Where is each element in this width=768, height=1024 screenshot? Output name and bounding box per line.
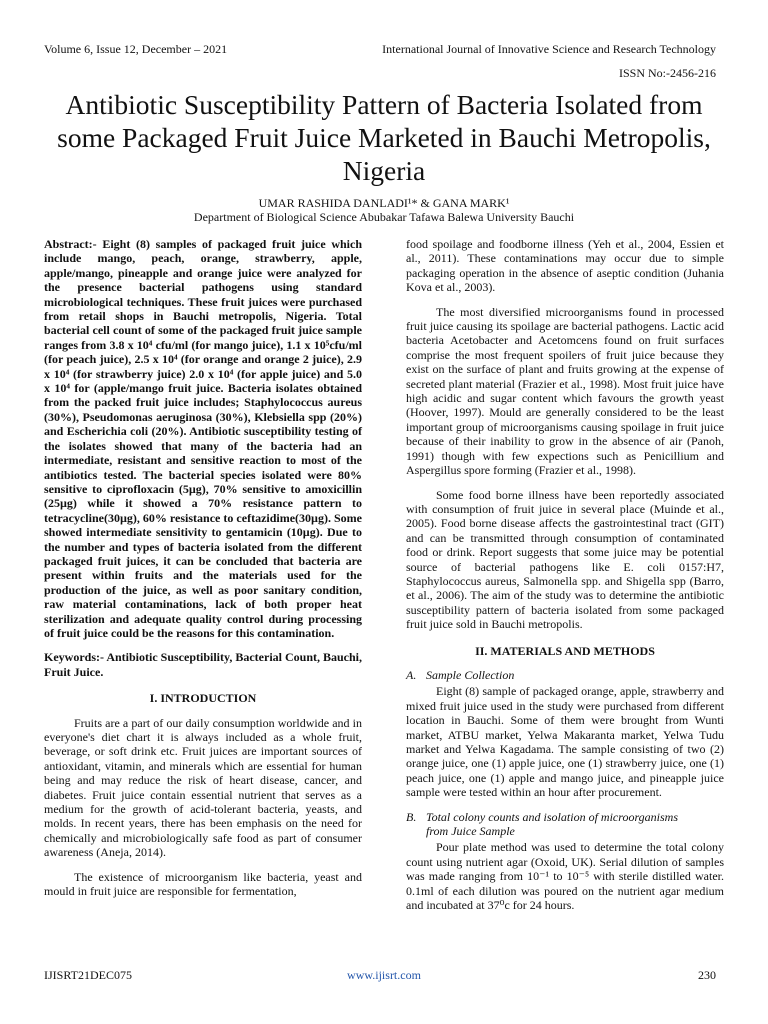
left-column [44,237,362,908]
footer-code: IJISRT21DEC075 [44,968,132,982]
affiliation: Department of Biological Science Abubakar Tafawa Balewa University Bauchi [193,210,575,224]
subsection-label: B. [406,809,417,824]
abstract: Abstract:- Eight (8) samples of packaged fruit juice which include mango, peach, orange, strawberry, apple, apple/mango, pineapple and orange juice were analyzed for the presence bacterial pathogens using standard microbiological techniques. These fruit juices were purchased from retail shops in Bauchi metropolis, Nigeria. Total bacterial cell count of some of the packaged fruit juice sample ranges from 3.8 x 10⁴ cfu/ml (for mango juice), 1.1 x 10⁵cfu/ml (for peach juice), 2.5 x 10⁴ (for orange and orange 2 juice), 2.9 x 10⁴ (for strawberry juice) 2.0 x 10⁴ (for apple juice) and 5.0 x 10⁴ for (apple/mango fruit juice. Bacteria isolates obtained from the packed fruit juice includes; Staphylococcus aureus (30%), Pseudomonas aeruginosa (30%), Klebsiella spp (20%) and Escherichia coli (20%). Antibiotic susceptibility testing of the isolates showed that many of the bacteria had an intermediate, resistant and sensitive reaction to most of the antibiotics tested. The bacterial species isolated were 80% sensitive to ciprofloxacin (5µg), 70% sensitive to amoxicillin (25µg) while it showed a 70% resistance pattern to tetracycline(30µg), 60% resistance to ceftazidime(30µg). Some showed intermediate sensitivity to gentamicin (10µg). Due to the number and types of bacteria isolated from the different packaged fruit juices, it can be concluded that bacteria are present within fruits and the materials used for the production of the juice, as well as poor sanitary condition, raw material contaminations, lack of both proper heat sterilization and adequate quality control during processing of fruit juice could be the reasons for this contamination. [44,237,362,640]
methods-paragraph: Pour plate method was used to determine the total colony count using nutrient agar (Oxoid, UK). Serial dilution of samples was made ranging from 10⁻¹ to 10⁻⁵ with sterile distilled water. 0.1ml of each dilution was poured on the nutrient agar medium and incubated at 37⁰c for 24 hours. [406,840,724,913]
subsection-label: A. [406,667,417,682]
body-paragraph: Some food borne illness have been reportedly associated with consumption of fruit juice in several place (Muinde et al., 2005). Food borne disease affects the gastrointestinal tract (GIT) and can be transmitted through consumption of contaminated food or drink. Report suggests that some juice may be potential source of bacterial pathogens like E. coli 0157:H7, Staphylococcus aureus, Salmonella spp. and Shigella spp (Barro, et al., 2006). The aim of the study was to determine the antibiotic susceptibility pattern of bacteria isolated from some packaged fruit juice sold in Bauchi metropolis. [406,487,724,632]
footer-url[interactable]: www.ijisrt.com [347,968,421,982]
section-heading-introduction: I. INTRODUCTION [149,691,257,706]
header-journal: International Journal of Innovative Science and Research Technology [382,42,716,56]
body-paragraph: food spoilage and foodborne illness (Yeh et al., 2004, Essien et al., 2011). These contaminations may occur due to simple packaging operation in the absence of aseptic condition (Juhania Kova et al., 2003). [406,237,724,295]
paper-title: Antibiotic Susceptibility Pattern of Bacteria Isolated from some Packaged Fruit Juice Marketed in Bauchi Metropolis, Nigeria [57,89,711,186]
section-heading-methods: II. MATERIALS AND METHODS [475,643,655,658]
header-issn: ISSN No:-2456-216 [618,66,716,80]
body-paragraph: The most diversified microorganisms found in processed fruit juice causing its spoilage are bacterial pathogens. Lactic acid bacteria Acetobacter and Acetomcens found on fruit surfaces comprise the most frequent spoilers of fruit juice because they exist on the surface of plant and fruits growing at the expense of secreted plant material (Frazier et al., 1998). Most fruit juice have high acidic and sugar content which favours the growth yeast (Hoover, 1997). Mould are generally considered to be the least important group of microorganisms causing spoilage in fruit juice because of their inability to grow in the absence of air (Panoh, 1991) though with few expections such as Penicillium and Aspergillus spore forming (Frazier et al., 1998). [406,304,724,478]
subsection-title-continued: from Juice Sample [426,824,515,839]
intro-paragraph: The existence of microorganism like bacteria, yeast and mould in fruit juice are responsible for fermentation, [44,869,362,899]
keywords: Keywords:- Antibiotic Susceptibility, Bacterial Count, Bauchi, Fruit Juice. [44,650,363,679]
subsection-title: Sample Collection [426,667,515,682]
subsection-heading-b [406,810,724,839]
subsection-heading-a [406,668,724,682]
authors: UMAR RASHIDA DANLADI¹* & GANA MARK¹ [258,196,510,210]
page-number: 230 [698,968,716,982]
subsection-title: Total colony counts and isolation of microorganisms [426,809,679,824]
methods-paragraph: Eight (8) sample of packaged orange, apple, strawberry and mixed fruit juice used in the study were purchased from different location in Bauchi. Some of them were brought from Wunti market, ATBU market, Yelwa Makaranta market, Yelwa Tudu market and Yelwa Kagadama. The sample consisting of two (2) orange juice, one (1) apple juice, one (1) strawberry juice, one (1) peach juice, one (1) apple and mango juice, and pineapple juice sample were tested within an hour after procurement. [406,684,724,800]
right-column [406,237,724,922]
intro-paragraph: Fruits are a part of our daily consumption worldwide and in everyone's diet chart it is always included as a whole fruit, beverage, or soft drink etc. Fruit juices are important sources of antioxidant, vitamin, and minerals which are essential for human being and may reduce the risk of heart disease, cancer, and diabetes. Fruit juice contain essential nutrient that serves as a medium for the growth of acid-tolerant bacteria, yeasts, and molds. In recent years, there has been emphasis on the need for chemically and microbiologically safe food as part of consumer awareness (Aneja, 2014). [44,715,362,860]
header-volume: Volume 6, Issue 12, December – 2021 [44,42,228,56]
